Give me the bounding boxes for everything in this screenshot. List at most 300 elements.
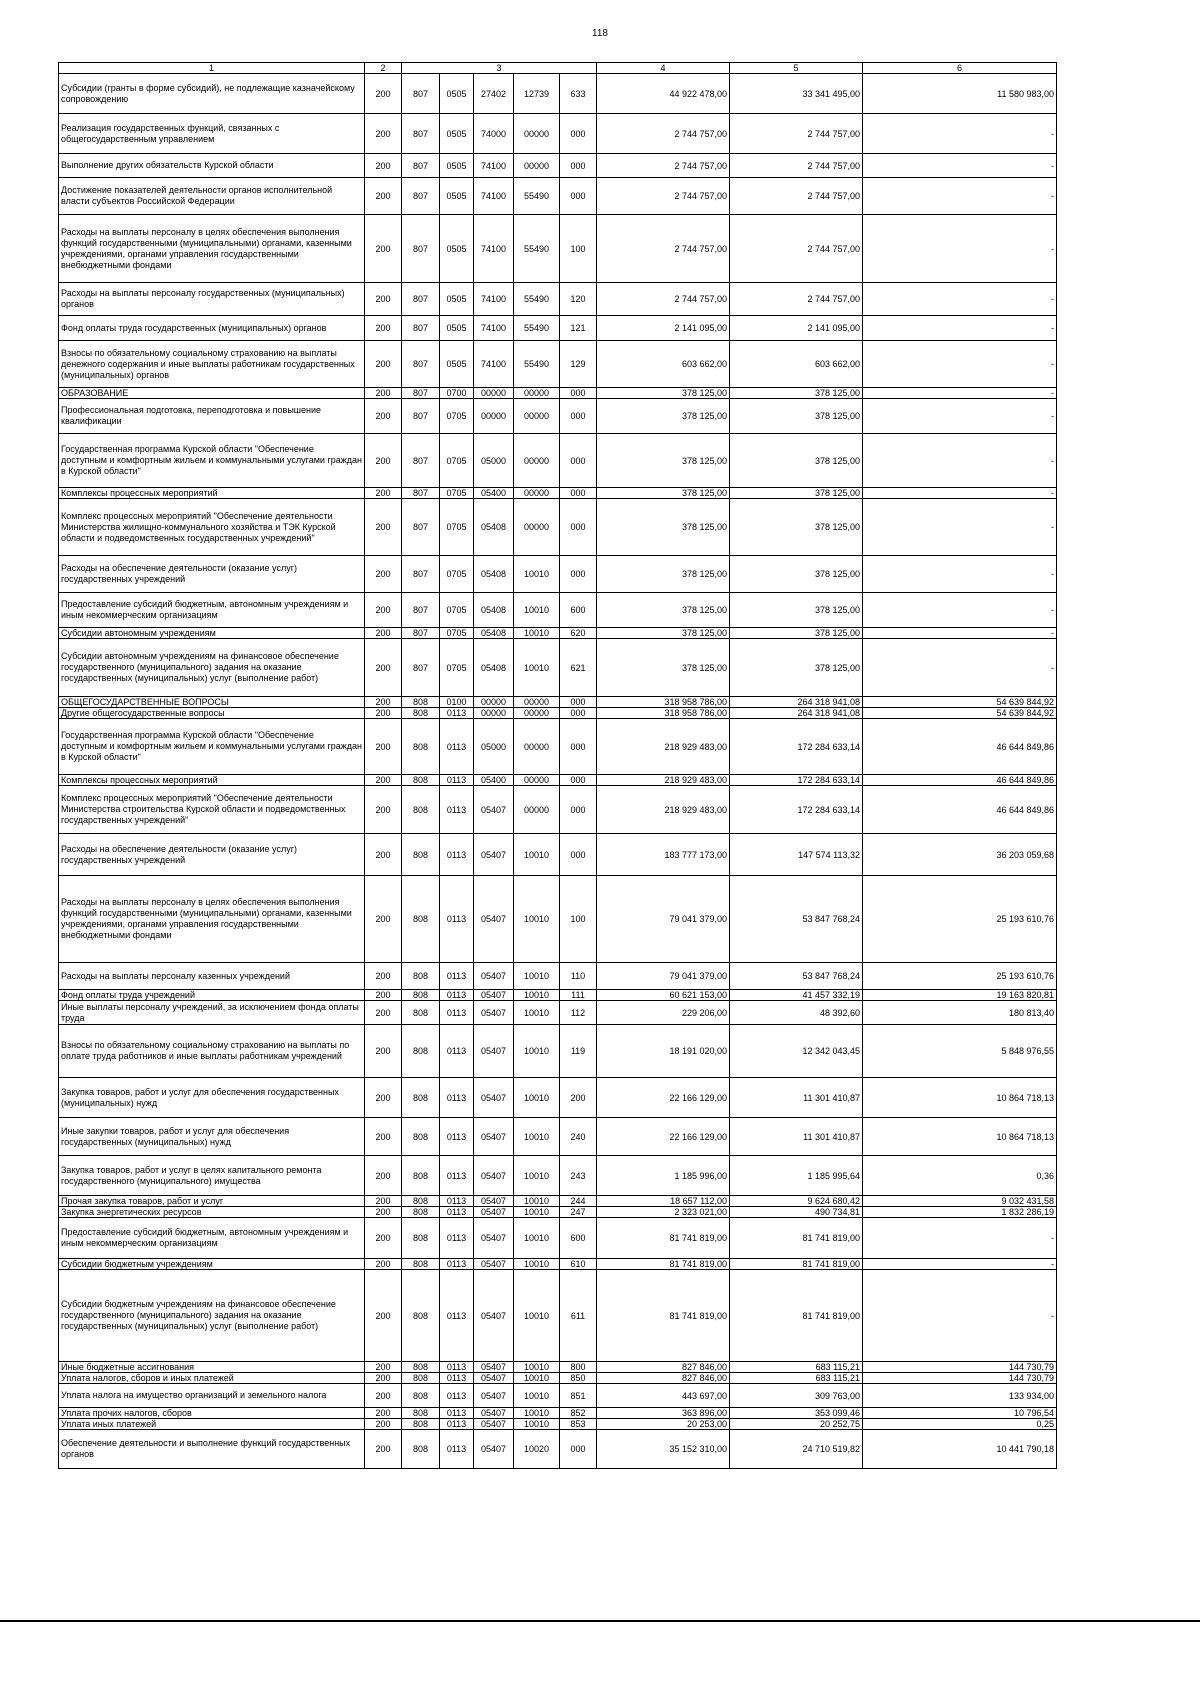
table-row: [59, 1419, 1057, 1430]
table-row: [59, 639, 1057, 697]
row-name: Взносы по обязательному социальному страхованию на выплаты по оплате труда работников и иные выплаты работникам учреждений: [59, 1025, 365, 1078]
budget-table: [58, 62, 1057, 1469]
row-name: Комплекс процессных мероприятий "Обеспечение деятельности Министерства жилищно-коммунального хозяйства и ТЭК Курской области и подведомственных государственных учреждений": [59, 499, 365, 556]
code-expense-type: 850: [560, 1373, 597, 1384]
row-name: Комплекс процессных мероприятий "Обеспечение деятельности Министерства строительства Курской области и подведомственных государственных учреждений": [59, 786, 365, 834]
code-program: 05408: [474, 639, 514, 697]
code-program: 05407: [474, 1362, 514, 1373]
value-col-5: 378 125,00: [730, 556, 863, 593]
value-col-6: -: [863, 639, 1057, 697]
code-direction: 10010: [514, 556, 560, 593]
value-col-4: 378 125,00: [597, 434, 730, 488]
row-name: Государственная программа Курской области "Обеспечение доступным и комфортным жильем и коммунальными услугами граждан в Курской области": [59, 719, 365, 775]
code-program: 74100: [474, 316, 514, 341]
table-row: [59, 1408, 1057, 1419]
value-col-6: -: [863, 388, 1057, 399]
code-expense-type: 000: [560, 719, 597, 775]
code-section: 0113: [440, 775, 474, 786]
value-col-5: 24 710 519,82: [730, 1430, 863, 1469]
code-chapter: 200: [365, 708, 402, 719]
value-col-4: 2 744 757,00: [597, 283, 730, 316]
code-chapter: 200: [365, 341, 402, 388]
row-name: ОБРАЗОВАНИЕ: [59, 388, 365, 399]
code-ministry: 807: [402, 639, 440, 697]
value-col-6: 36 203 059,68: [863, 834, 1057, 876]
code-direction: 00000: [514, 775, 560, 786]
row-name: Уплата иных платежей: [59, 1419, 365, 1430]
table-row: [59, 1196, 1057, 1207]
code-program: 05407: [474, 1196, 514, 1207]
row-name: Взносы по обязательному социальному страхованию на выплаты денежного содержания и иные выплаты работникам государственных (муниципальных) органов: [59, 341, 365, 388]
code-ministry: 808: [402, 1001, 440, 1025]
value-col-4: 827 846,00: [597, 1362, 730, 1373]
code-section: 0113: [440, 1156, 474, 1196]
value-col-5: 53 847 768,24: [730, 876, 863, 963]
header-col-5: 5: [730, 63, 863, 74]
code-chapter: 200: [365, 834, 402, 876]
value-col-6: 25 193 610,76: [863, 876, 1057, 963]
value-col-4: 2 323 021,00: [597, 1207, 730, 1218]
code-section: 0505: [440, 154, 474, 178]
code-chapter: 200: [365, 719, 402, 775]
code-direction: 10010: [514, 1362, 560, 1373]
table-row: [59, 316, 1057, 341]
code-ministry: 808: [402, 876, 440, 963]
code-program: 05408: [474, 556, 514, 593]
code-expense-type: 853: [560, 1419, 597, 1430]
value-col-4: 81 741 819,00: [597, 1270, 730, 1362]
code-expense-type: 851: [560, 1384, 597, 1408]
code-ministry: 807: [402, 628, 440, 639]
value-col-4: 318 958 786,00: [597, 697, 730, 708]
value-col-4: 2 744 757,00: [597, 114, 730, 154]
value-col-4: 378 125,00: [597, 556, 730, 593]
code-program: 05407: [474, 1001, 514, 1025]
code-expense-type: 000: [560, 154, 597, 178]
table-row: [59, 74, 1057, 114]
row-name: Комплексы процессных мероприятий: [59, 775, 365, 786]
row-name: Достижение показателей деятельности органов исполнительной власти субъектов Российской Федерации: [59, 178, 365, 215]
value-col-5: 11 301 410,87: [730, 1078, 863, 1118]
code-expense-type: 000: [560, 697, 597, 708]
code-chapter: 200: [365, 215, 402, 283]
value-col-6: -: [863, 283, 1057, 316]
code-expense-type: 000: [560, 499, 597, 556]
value-col-4: 443 697,00: [597, 1384, 730, 1408]
row-name: Субсидии бюджетным учреждениям: [59, 1259, 365, 1270]
code-program: 05407: [474, 876, 514, 963]
row-name: Выполнение других обязательств Курской области: [59, 154, 365, 178]
table-row: [59, 556, 1057, 593]
code-section: 0505: [440, 74, 474, 114]
code-expense-type: 000: [560, 178, 597, 215]
row-name: Предоставление субсидий бюджетным, автономным учреждениям и иным некоммерческим организациям: [59, 593, 365, 628]
code-expense-type: 000: [560, 708, 597, 719]
code-program: 27402: [474, 74, 514, 114]
value-col-6: 0,25: [863, 1419, 1057, 1430]
table-row: [59, 1156, 1057, 1196]
code-ministry: 807: [402, 434, 440, 488]
code-ministry: 808: [402, 719, 440, 775]
value-col-6: 19 163 820,81: [863, 990, 1057, 1001]
code-direction: 10010: [514, 990, 560, 1001]
code-section: 0705: [440, 399, 474, 434]
value-col-6: -: [863, 316, 1057, 341]
value-col-5: 33 341 495,00: [730, 74, 863, 114]
value-col-6: -: [863, 556, 1057, 593]
value-col-5: 603 662,00: [730, 341, 863, 388]
code-section: 0113: [440, 1118, 474, 1156]
value-col-4: 378 125,00: [597, 593, 730, 628]
value-col-6: 0,36: [863, 1156, 1057, 1196]
code-direction: 55490: [514, 215, 560, 283]
code-section: 0505: [440, 114, 474, 154]
code-section: 0113: [440, 1430, 474, 1469]
code-chapter: 200: [365, 786, 402, 834]
code-expense-type: 611: [560, 1270, 597, 1362]
table-row: [59, 628, 1057, 639]
code-direction: 10010: [514, 963, 560, 990]
code-direction: 00000: [514, 114, 560, 154]
code-program: 05407: [474, 1419, 514, 1430]
value-col-5: 378 125,00: [730, 434, 863, 488]
code-expense-type: 120: [560, 283, 597, 316]
row-name: Расходы на выплаты персоналу государственных (муниципальных) органов: [59, 283, 365, 316]
value-col-6: 54 639 844,92: [863, 708, 1057, 719]
code-program: 05407: [474, 1270, 514, 1362]
table-row: [59, 341, 1057, 388]
value-col-4: 35 152 310,00: [597, 1430, 730, 1469]
code-chapter: 200: [365, 639, 402, 697]
code-section: 0113: [440, 1362, 474, 1373]
code-expense-type: 121: [560, 316, 597, 341]
code-ministry: 808: [402, 1362, 440, 1373]
code-ministry: 807: [402, 556, 440, 593]
value-col-6: 54 639 844,92: [863, 697, 1057, 708]
code-expense-type: 600: [560, 593, 597, 628]
code-section: 0113: [440, 1196, 474, 1207]
row-name: Расходы на обеспечение деятельности (оказание услуг) государственных учреждений: [59, 556, 365, 593]
row-name: Расходы на выплаты персоналу в целях обеспечения выполнения функций государственными (муниципальными) органами, казенными учреждениями, органами управления государственными внебюджетными фондами: [59, 215, 365, 283]
code-ministry: 807: [402, 341, 440, 388]
code-program: 00000: [474, 399, 514, 434]
value-col-6: -: [863, 114, 1057, 154]
table-header-row: [59, 63, 1057, 74]
code-direction: 10010: [514, 1025, 560, 1078]
code-chapter: 200: [365, 1384, 402, 1408]
code-chapter: 200: [365, 628, 402, 639]
code-chapter: 200: [365, 775, 402, 786]
code-section: 0113: [440, 1270, 474, 1362]
code-direction: 00000: [514, 388, 560, 399]
code-program: 05408: [474, 593, 514, 628]
value-col-4: 318 958 786,00: [597, 708, 730, 719]
code-section: 0505: [440, 283, 474, 316]
code-ministry: 807: [402, 215, 440, 283]
code-program: 05000: [474, 719, 514, 775]
code-ministry: 808: [402, 697, 440, 708]
code-program: 05407: [474, 1118, 514, 1156]
code-ministry: 808: [402, 1419, 440, 1430]
row-name: Прочая закупка товаров, работ и услуг: [59, 1196, 365, 1207]
code-direction: 10010: [514, 1384, 560, 1408]
code-expense-type: 100: [560, 215, 597, 283]
code-chapter: 200: [365, 388, 402, 399]
value-col-4: 79 041 379,00: [597, 876, 730, 963]
value-col-6: 1 832 286,19: [863, 1207, 1057, 1218]
value-col-6: 46 644 849,86: [863, 786, 1057, 834]
value-col-5: 2 744 757,00: [730, 178, 863, 215]
page-bottom-rule: [0, 1620, 1200, 1622]
code-section: 0705: [440, 488, 474, 499]
value-col-4: 827 846,00: [597, 1373, 730, 1384]
code-program: 05400: [474, 488, 514, 499]
code-direction: 10010: [514, 834, 560, 876]
table-row: [59, 1118, 1057, 1156]
value-col-4: 378 125,00: [597, 499, 730, 556]
code-expense-type: 000: [560, 775, 597, 786]
value-col-5: 20 252,75: [730, 1419, 863, 1430]
code-direction: 00000: [514, 719, 560, 775]
code-expense-type: 129: [560, 341, 597, 388]
value-col-5: 378 125,00: [730, 488, 863, 499]
code-section: 0113: [440, 1384, 474, 1408]
code-direction: 10010: [514, 1001, 560, 1025]
code-chapter: 200: [365, 434, 402, 488]
code-section: 0113: [440, 1419, 474, 1430]
value-col-5: 2 744 757,00: [730, 283, 863, 316]
row-name: Иные закупки товаров, работ и услуг для обеспечения государственных (муниципальных) нужд: [59, 1118, 365, 1156]
table-row: [59, 876, 1057, 963]
value-col-5: 147 574 113,32: [730, 834, 863, 876]
value-col-6: 10 864 718,13: [863, 1118, 1057, 1156]
code-ministry: 808: [402, 1078, 440, 1118]
code-ministry: 807: [402, 499, 440, 556]
value-col-5: 378 125,00: [730, 593, 863, 628]
value-col-5: 2 744 757,00: [730, 215, 863, 283]
value-col-4: 20 253,00: [597, 1419, 730, 1430]
code-direction: 10020: [514, 1430, 560, 1469]
code-section: 0113: [440, 1001, 474, 1025]
code-section: 0705: [440, 499, 474, 556]
value-col-6: -: [863, 593, 1057, 628]
table-row: [59, 178, 1057, 215]
value-col-6: 144 730,79: [863, 1362, 1057, 1373]
code-ministry: 808: [402, 1259, 440, 1270]
code-section: 0100: [440, 697, 474, 708]
code-chapter: 200: [365, 593, 402, 628]
code-chapter: 200: [365, 283, 402, 316]
value-col-5: 264 318 941,08: [730, 708, 863, 719]
value-col-5: 11 301 410,87: [730, 1118, 863, 1156]
code-section: 0700: [440, 388, 474, 399]
value-col-5: 9 624 680,42: [730, 1196, 863, 1207]
header-col-2: 2: [365, 63, 402, 74]
table-row: [59, 1259, 1057, 1270]
code-direction: 00000: [514, 154, 560, 178]
code-expense-type: 111: [560, 990, 597, 1001]
value-col-4: 1 185 996,00: [597, 1156, 730, 1196]
code-program: 05407: [474, 1156, 514, 1196]
code-chapter: 200: [365, 1419, 402, 1430]
code-program: 05000: [474, 434, 514, 488]
code-section: 0705: [440, 639, 474, 697]
value-col-4: 81 741 819,00: [597, 1259, 730, 1270]
row-name: Субсидии автономным учреждениям на финансовое обеспечение государственного (муниципального) задания на оказание государственных (муниципальных) услуг (выполнение работ): [59, 639, 365, 697]
code-program: 00000: [474, 708, 514, 719]
value-col-5: 378 125,00: [730, 388, 863, 399]
code-program: 05407: [474, 786, 514, 834]
value-col-4: 363 896,00: [597, 1408, 730, 1419]
code-ministry: 808: [402, 1207, 440, 1218]
code-ministry: 808: [402, 963, 440, 990]
code-ministry: 807: [402, 593, 440, 628]
code-ministry: 808: [402, 1408, 440, 1419]
table-row: [59, 499, 1057, 556]
code-direction: 10010: [514, 593, 560, 628]
row-name: Государственная программа Курской области "Обеспечение доступным и комфортным жильем и коммунальными услугами граждан в Курской области": [59, 434, 365, 488]
budget-table-body: [59, 74, 1057, 1469]
code-expense-type: 600: [560, 1218, 597, 1259]
code-chapter: 200: [365, 1408, 402, 1419]
code-expense-type: 000: [560, 399, 597, 434]
code-expense-type: 119: [560, 1025, 597, 1078]
code-expense-type: 000: [560, 556, 597, 593]
code-expense-type: 247: [560, 1207, 597, 1218]
code-direction: 00000: [514, 399, 560, 434]
code-ministry: 808: [402, 1196, 440, 1207]
value-col-5: 172 284 633,14: [730, 786, 863, 834]
value-col-4: 378 125,00: [597, 639, 730, 697]
code-section: 0505: [440, 341, 474, 388]
value-col-5: 1 185 995,64: [730, 1156, 863, 1196]
row-name: Расходы на выплаты персоналу в целях обеспечения выполнения функций государственными (муниципальными) органами, казенными учреждениями, органами управления государственными внебюджетными фондами: [59, 876, 365, 963]
value-col-5: 378 125,00: [730, 628, 863, 639]
code-ministry: 808: [402, 1430, 440, 1469]
value-col-5: 378 125,00: [730, 499, 863, 556]
header-col-3: 3: [402, 63, 597, 74]
code-section: 0705: [440, 628, 474, 639]
row-name: Профессиональная подготовка, переподготовка и повышение квалификации: [59, 399, 365, 434]
table-row: [59, 434, 1057, 488]
code-ministry: 807: [402, 399, 440, 434]
code-ministry: 808: [402, 1270, 440, 1362]
value-col-5: 2 744 757,00: [730, 154, 863, 178]
value-col-4: 2 744 757,00: [597, 215, 730, 283]
code-section: 0113: [440, 719, 474, 775]
header-col-6: 6: [863, 63, 1057, 74]
code-expense-type: 240: [560, 1118, 597, 1156]
code-expense-type: 633: [560, 74, 597, 114]
code-chapter: 200: [365, 697, 402, 708]
code-chapter: 200: [365, 1078, 402, 1118]
row-name: Другие общегосударственные вопросы: [59, 708, 365, 719]
value-col-6: -: [863, 1218, 1057, 1259]
code-section: 0705: [440, 434, 474, 488]
code-chapter: 200: [365, 1196, 402, 1207]
code-chapter: 200: [365, 499, 402, 556]
value-col-5: 2 141 095,00: [730, 316, 863, 341]
value-col-5: 353 099,46: [730, 1408, 863, 1419]
code-section: 0113: [440, 786, 474, 834]
table-row: [59, 786, 1057, 834]
code-direction: 00000: [514, 499, 560, 556]
table-row: [59, 283, 1057, 316]
code-section: 0705: [440, 593, 474, 628]
code-ministry: 808: [402, 1384, 440, 1408]
code-direction: 10010: [514, 1207, 560, 1218]
code-chapter: 200: [365, 178, 402, 215]
header-col-1: 1: [59, 63, 365, 74]
value-col-6: 10 441 790,18: [863, 1430, 1057, 1469]
row-name: Реализация государственных функций, связанных с общегосударственным управлением: [59, 114, 365, 154]
code-chapter: 200: [365, 114, 402, 154]
code-section: 0113: [440, 1373, 474, 1384]
value-col-6: 10 796,54: [863, 1408, 1057, 1419]
code-program: 00000: [474, 388, 514, 399]
row-name: Субсидии автономным учреждениям: [59, 628, 365, 639]
row-name: Уплата прочих налогов, сборов: [59, 1408, 365, 1419]
table-row: [59, 708, 1057, 719]
code-section: 0113: [440, 1218, 474, 1259]
code-expense-type: 000: [560, 786, 597, 834]
value-col-6: -: [863, 1270, 1057, 1362]
code-chapter: 200: [365, 1373, 402, 1384]
code-program: 05407: [474, 1259, 514, 1270]
value-col-6: 180 813,40: [863, 1001, 1057, 1025]
code-section: 0113: [440, 990, 474, 1001]
table-row: [59, 1270, 1057, 1362]
code-section: 0113: [440, 1259, 474, 1270]
table-row: [59, 697, 1057, 708]
value-col-5: 309 763,00: [730, 1384, 863, 1408]
table-row: [59, 775, 1057, 786]
code-chapter: 200: [365, 1218, 402, 1259]
value-col-4: 2 744 757,00: [597, 154, 730, 178]
code-ministry: 807: [402, 283, 440, 316]
code-chapter: 200: [365, 1156, 402, 1196]
header-col-4: 4: [597, 63, 730, 74]
row-name: Закупка товаров, работ и услуг для обеспечения государственных (муниципальных) нужд: [59, 1078, 365, 1118]
code-direction: 55490: [514, 316, 560, 341]
code-expense-type: 852: [560, 1408, 597, 1419]
code-ministry: 808: [402, 708, 440, 719]
value-col-5: 683 115,21: [730, 1373, 863, 1384]
value-col-6: -: [863, 341, 1057, 388]
table-row: [59, 1078, 1057, 1118]
value-col-5: 378 125,00: [730, 639, 863, 697]
code-chapter: 200: [365, 963, 402, 990]
code-direction: 10010: [514, 1419, 560, 1430]
code-program: 74100: [474, 341, 514, 388]
code-section: 0505: [440, 215, 474, 283]
row-name: Иные выплаты персоналу учреждений, за исключением фонда оплаты труда: [59, 1001, 365, 1025]
value-col-4: 81 741 819,00: [597, 1218, 730, 1259]
code-ministry: 807: [402, 114, 440, 154]
code-direction: 55490: [514, 283, 560, 316]
code-direction: 12739: [514, 74, 560, 114]
value-col-5: 81 741 819,00: [730, 1259, 863, 1270]
code-program: 05407: [474, 1218, 514, 1259]
code-direction: 55490: [514, 341, 560, 388]
value-col-4: 2 141 095,00: [597, 316, 730, 341]
code-program: 05407: [474, 834, 514, 876]
code-expense-type: 112: [560, 1001, 597, 1025]
code-section: 0505: [440, 316, 474, 341]
code-ministry: 808: [402, 1025, 440, 1078]
code-section: 0113: [440, 963, 474, 990]
row-name: Фонд оплаты труда государственных (муниципальных) органов: [59, 316, 365, 341]
